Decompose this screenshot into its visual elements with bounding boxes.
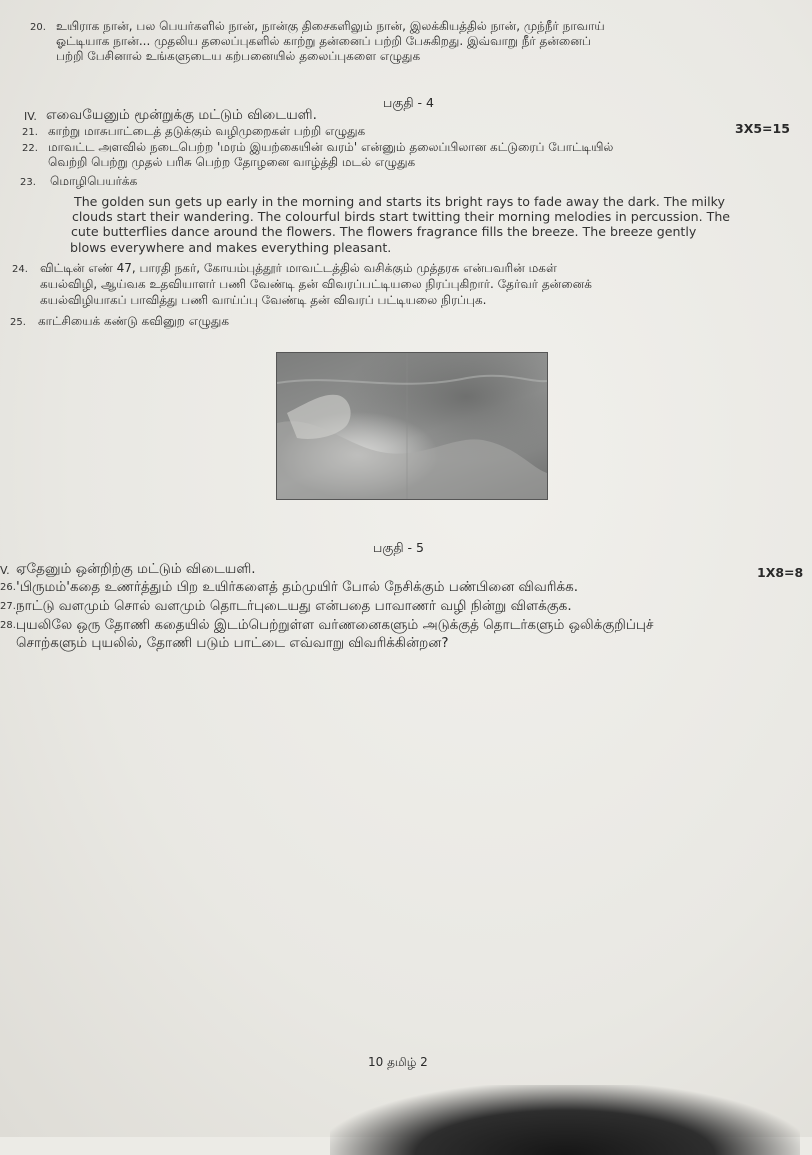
part5-roman: V. <box>0 564 10 577</box>
q23-english-line-3: cute butterflies dance around the flowers. The flowers fragrance fills the breeze. The breeze gently <box>71 224 697 239</box>
q26-text: 'பிருமம்'கதை உணர்த்தும் பிற உயிர்களைத் தம்முயிர் போல் நேசிக்கும் பண்பினை விவரிக்க. <box>16 579 579 595</box>
q23-number: 23. <box>20 177 36 188</box>
q25-number: 25. <box>10 317 26 328</box>
part4-roman: IV. <box>24 110 37 123</box>
q23-english-line-2: clouds start their wandering. The colourful birds start twitting their morning melodies in percussion. The <box>72 209 731 224</box>
q24-line-3: கயல்விழியாகப் பாவித்து பணி வாய்ப்பு வேண்டி தன் விவரப் பட்டியலை நிரப்புக. <box>40 293 487 307</box>
q21-text: காற்று மாசுபாட்டைத் தடுக்கும் வழிமுறைகள் பற்றி எழுதுக <box>48 124 366 138</box>
part4-instruction: எவையேனும் மூன்றுக்கு மட்டும் விடையளி. <box>46 107 317 123</box>
q25-text: காட்சியைக் கண்டு கவினுற எழுதுக <box>38 314 229 328</box>
q21-number: 21. <box>22 127 38 138</box>
scene-photo <box>276 352 548 500</box>
q20-line-1: உயிராக நான், பல பெயர்களில் நான், நான்கு திசைகளிலும் நான், இலக்கியத்தில் நான், முந்நீர் நாவாய் <box>56 19 605 33</box>
q27-text: நாட்டு வளமும் சொல் வளமும் தொடர்புடையது என்பதை பாவாணர் வழி நின்று விளக்குக. <box>16 598 572 614</box>
q23-english-line-1: The golden sun gets up early in the morning and starts its bright rays to fade away the dark. The milky <box>74 194 725 209</box>
q20-line-3: பற்றி பேசினால் உங்களுடைய கற்பனையில் தலைப்புகளை எழுதுக <box>56 49 421 63</box>
q28-line-2: சொற்களும் புயலில், தோணி படும் பாட்டை எவ்வாறு விவரிக்கின்றன? <box>16 635 449 651</box>
q20-line-2: ஓட்டியாக நான்... முதலிய தலைப்புகளில் காற்று தன்னைப் பற்றி பேசுகிறது. இவ்வாறு நீர் தன்னைப் <box>56 34 591 48</box>
part4-title: பகுதி - 4 <box>383 95 434 110</box>
q23-english-line-4: blows everywhere and makes everything pleasant. <box>70 240 392 255</box>
part5-instruction: ஏதேனும் ஒன்றிற்கு மட்டும் விடையளி. <box>16 561 256 577</box>
q26-number: 26. <box>0 582 16 593</box>
q24-line-2: கயல்விழி, ஆய்வக உதவியாளர் பணி வேண்டி தன் விவரப்பட்டியலை நிரப்புகிறார். தேர்வர் தன்னைக் <box>40 277 592 291</box>
page-footer: 10 தமிழ் 2 <box>368 1055 428 1069</box>
part4-marks: 3X5=15 <box>735 121 790 136</box>
part5-title: பகுதி - 5 <box>373 540 424 555</box>
q20-number: 20. <box>30 22 46 33</box>
part5-marks: 1X8=8 <box>757 565 804 580</box>
q22-line-1: மாவட்ட அளவில் நடைபெற்ற 'மரம் இயற்கையின் வரம்' என்னும் தலைப்பிலான கட்டுரைப் போட்டியில் <box>48 140 614 154</box>
q28-number: 28. <box>0 620 16 631</box>
q23-label: மொழிபெயர்க்க <box>50 174 138 188</box>
q24-number: 24. <box>12 264 28 275</box>
q24-line-1: விட்டின் எண் 47, பாரதி நகர், கோயம்புத்தூர் மாவட்டத்தில் வசிக்கும் முத்தரசு என்பவரின் மகள் <box>40 261 557 275</box>
q28-line-1: புயலிலே ஒரு தோணி கதையில் இடம்பெற்றுள்ள வர்ணனைகளும் அடுக்குத் தொடர்களும் ஒலிக்குறிப்புச் <box>16 617 654 633</box>
q22-line-2: வெற்றி பெற்று முதல் பரிசு பெற்ற தோழனை வாழ்த்தி மடல் எழுதுக <box>48 155 416 169</box>
q27-number: 27. <box>0 601 16 612</box>
q22-number: 22. <box>22 143 38 154</box>
bottom-shadow <box>330 1085 800 1155</box>
